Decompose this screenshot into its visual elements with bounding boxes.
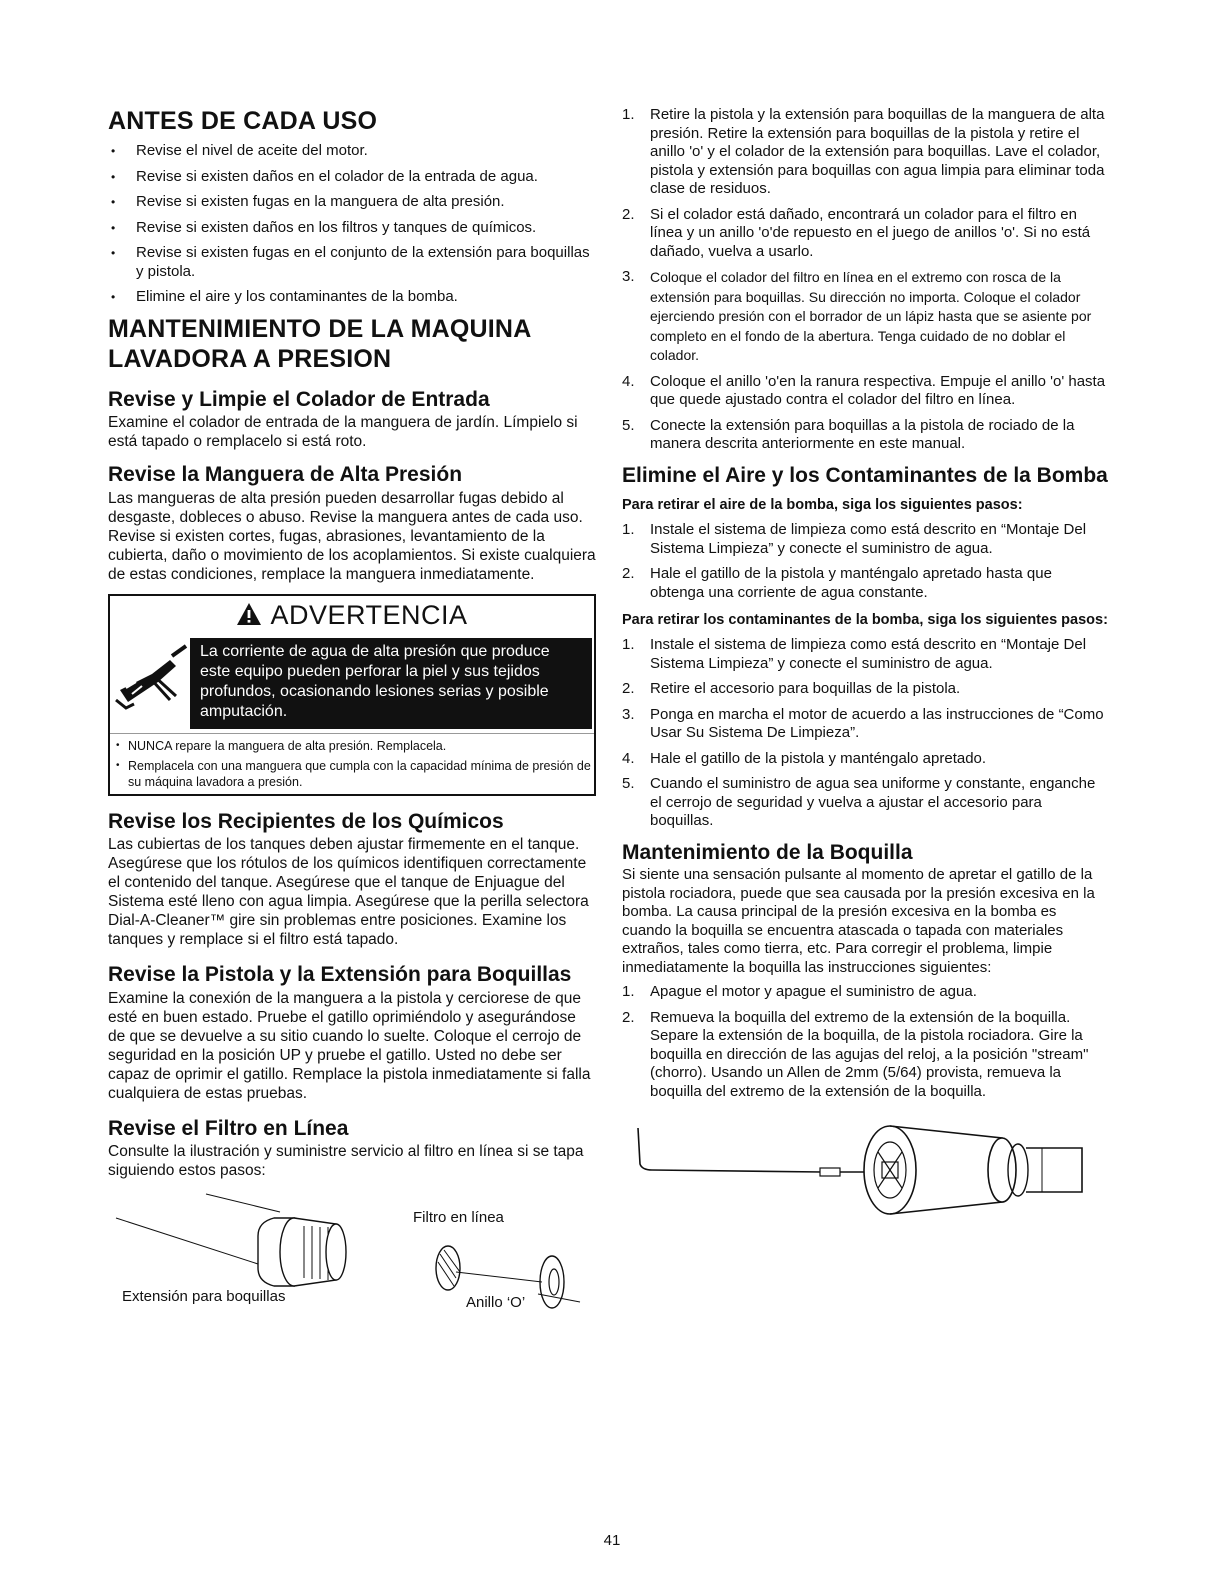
step-text: Retire el accesorio para boquillas de la pistola. xyxy=(650,680,961,698)
list-item xyxy=(622,983,1108,1002)
list-item xyxy=(622,706,1108,743)
step-number: 2. xyxy=(622,205,635,223)
filter-diagram xyxy=(108,1186,596,1336)
step-number: 3. xyxy=(622,268,635,285)
step-number: 5. xyxy=(622,416,635,434)
quimicos-text: Las cubiertas de los tanques deben ajustar firmemente en el tanque. Asegúrese que los rótulos de los químicos identifiquen correctamente el contenido del tanque. Asegúrese que el tanque de Enjuague del Sistema esté lleno con agua limpia. Asegúrese que la perilla selectora Dial-A-Cleaner™ gire sin problemas entre posiciones. Examine los tanques y remplace si el filtro está tapado. xyxy=(108,836,589,949)
step-text: Cuando el suministro de agua sea uniforme y constante, enganche el cerrojo de seguridad y vuelva a ajustar el accesorio para boquillas. xyxy=(650,775,1096,830)
list-item xyxy=(622,206,1108,262)
filtro-text: Consulte la ilustración y suministre servicio al filtro en línea si se tapa siguiendo estos pasos: xyxy=(108,1143,584,1180)
step-text: Hale el gatillo de la pistola y manténgalo apretado hasta que obtenga una corriente de agua constante. xyxy=(650,565,1052,601)
step-text: Ponga en marcha el motor de acuerdo a las instrucciones de “Como Usar Su Sistema De Limpieza”. xyxy=(650,705,1104,742)
antes-title: ANTES DE CADA USO xyxy=(108,107,378,135)
list-item xyxy=(622,565,1108,602)
list-item xyxy=(622,636,1108,673)
list-item: • Elimine el aire y los contaminantes de la bomba. xyxy=(108,288,596,307)
step-number: 2. xyxy=(622,565,635,583)
step-number: 1. xyxy=(622,521,635,539)
boquilla-text: Si siente una sensación pulsante al momento de apretar el gatillo de la pistola rociadora, puede que sea causada por la presión excesiva en la bomba. La causa principal de la presión excesiva en la bomba es cuando la boquilla se encuentra atascada o tapada con materiales extraños, tales como tierra, etc. Para corregir el problema, limpie inmediatamente la boquilla las instrucciones siguientes: xyxy=(622,866,1095,976)
step-text: Si el colador está dañado, encontrará un colador para el filtro en línea y un anillo 'o'de repuesto en el juego de anillos 'o'. Si no está dañado, vuelva a usarlo. xyxy=(650,205,1091,260)
colador-title: Revise y Limpie el Colador de Entrada xyxy=(108,387,490,411)
list-item xyxy=(622,750,1108,769)
right-column xyxy=(622,106,1108,1220)
manguera-text: Las mangueras de alta presión pueden desarrollar fugas debido al desgaste, dobleces o abuso. Revise la manguera antes de cada uso. Revise si existen cortes, fugas, abrasiones, levantamiento de la cubierta, daño o movimiento de los acoplamientos. Si existe cualquiera de estas condiciones, remplace la manguera inmediatamente. xyxy=(108,489,596,583)
step-number: 5. xyxy=(622,775,635,793)
label-anillo: Anillo ‘O’ xyxy=(466,1294,526,1312)
list-item: • Remplacela con una manguera que cumpla con la capacidad mínima de presión de su máquina lavadora a presión. xyxy=(110,758,594,790)
warning-triangle-icon xyxy=(236,600,262,634)
list-item: • Revise si existen fugas en el conjunto de la extensión para boquillas y pistola. xyxy=(108,244,596,281)
list-item xyxy=(622,1009,1108,1102)
warning-list xyxy=(110,733,594,790)
step-text: Coloque el anillo 'o'en la ranura respectiva. Empuje el anillo 'o' hasta que quede ajustado contra el colador del filtro en línea. xyxy=(650,372,1106,408)
manguera-title: Revise la Manguera de Alta Presión xyxy=(108,463,463,487)
page-number: 41 xyxy=(603,1532,621,1549)
warning-body xyxy=(112,638,592,729)
list-item: • NUNCA repare la manguera de alta presión. Remplacela. xyxy=(110,738,594,754)
list-item xyxy=(622,417,1108,454)
quimicos-title: Revise los Recipientes de los Químicos xyxy=(108,809,504,833)
aire-subtitle-2: Para retirar los contaminantes de la bomba, siga los siguientes pasos: xyxy=(622,612,1108,629)
step-number: 1. xyxy=(622,636,635,654)
list-item xyxy=(622,106,1108,199)
list-item xyxy=(622,373,1108,410)
step-number: 4. xyxy=(622,749,635,767)
warning-box xyxy=(108,594,596,796)
warning-header xyxy=(110,598,594,634)
step-text: Retire la pistola y la extensión para boquillas de la manguera de alta presión. Retire la extensión para boquillas de la pistola y retire el anillo 'o' y el colador de la extensión para boquillas. Lave el colador, pistola y extensión para boquillas con agua limpia para eliminar toda clase de residuos. xyxy=(650,106,1105,197)
list-item: • Revise el nivel de aceite del motor. xyxy=(108,142,596,161)
step-number: 3. xyxy=(622,705,635,723)
aire-subtitle-1: Para retirar el aire de la bomba, siga los siguientes pasos: xyxy=(622,497,1023,514)
nozzle-diagram xyxy=(622,1108,1108,1220)
warning-black-text: La corriente de agua de alta presión que produce este equipo pueden perforar la piel y sus tejidos profundos, ocasionando lesiones serias y posible amputación. xyxy=(190,638,592,729)
step-text: Coloque el colador del filtro en línea en el extremo con rosca de la extensión para boquillas. Su dirección no importa. Coloque el colador ejerciendo presión con el borrador de un lápiz hasta que se asiente por completo en el fondo de la abertura. Tenga cuidado de no doblar el colador. xyxy=(650,269,1092,363)
list-item xyxy=(622,680,1108,699)
step-number: 4. xyxy=(622,372,635,390)
label-filtro: Filtro en línea xyxy=(413,1209,504,1227)
step-number: 1. xyxy=(622,106,635,123)
list-item: • Revise si existen fugas en la manguera de alta presión. xyxy=(108,193,596,212)
warning-title: ADVERTENCIA xyxy=(270,599,468,630)
pistola-title: Revise la Pistola y la Extensión para Boquillas xyxy=(108,963,572,987)
antes-list xyxy=(108,142,596,307)
left-column xyxy=(108,96,596,1336)
aire-title: Elimine el Aire y los Contaminantes de la Bomba xyxy=(622,463,1108,487)
list-item: • Revise si existen daños en el colador de la entrada de agua. xyxy=(108,168,596,187)
injection-hazard-icon xyxy=(112,638,190,729)
contaminantes-steps xyxy=(622,636,1108,831)
step-text: Remueva la boquilla del extremo de la extensión de la boquilla. Separe la extensión de la boquilla, de la pistola rociadora. Gire la boquilla en dirección de las agujas del reloj, a la posición "stream" (chorro). Usando un Allen de 2mm (5/64) provista, remueva la boquilla del extremo de la extensión de la boquilla. xyxy=(650,1008,1089,1100)
colador-text: Examine el colador de entrada de la manguera de jardín. Límpielo si está tapado o remplacelo si está roto. xyxy=(108,414,578,451)
step-text: Instale el sistema de limpieza como está descrito en “Montaje Del Sistema Limpieza” y conecte el suministro de agua. xyxy=(650,521,1087,557)
boquilla-steps xyxy=(622,983,1108,1101)
list-item xyxy=(622,521,1108,558)
list-item xyxy=(622,268,1108,366)
step-text: Instale el sistema de limpieza como está descrito en “Montaje Del Sistema Limpieza” y conecte el suministro de agua. xyxy=(650,636,1087,672)
list-item xyxy=(622,775,1108,831)
mantenimiento-title: MANTENIMIENTO DE LA MAQUINA LAVADORA A PRESION xyxy=(108,314,531,373)
filtro-steps xyxy=(622,106,1108,454)
boquilla-title: Mantenimiento de la Boquilla xyxy=(622,840,913,864)
label-extension: Extensión para boquillas xyxy=(122,1288,286,1306)
filtro-title: Revise el Filtro en Línea xyxy=(108,1116,349,1140)
step-text: Conecte la extensión para boquillas a la pistola de rociado de la manera descrita anteriormente en este manual. xyxy=(650,416,1075,452)
list-item: • Revise si existen daños en los filtros y tanques de químicos. xyxy=(108,219,596,238)
step-text: Hale el gatillo de la pistola y manténgalo apretado. xyxy=(650,749,987,767)
step-number: 1. xyxy=(622,983,635,1001)
pistola-text: Examine la conexión de la manguera a la pistola y cerciorese de que esté en buen estado. Pruebe el gatillo oprimiéndolo y asegurándose de que se devuelve a su sitio cuando lo suelte. Coloque el cerrojo de seguridad en la posición UP y pruebe el gatillo. Usted no debe ser capaz de oprimir el gatillo. Remplace la pistola inmediatamente si falla cualquiera de estas pruebas. xyxy=(108,989,591,1102)
step-number: 2. xyxy=(622,1008,635,1026)
aire-steps xyxy=(622,521,1108,602)
step-text: Apague el motor y apague el suministro de agua. xyxy=(650,983,977,1001)
step-number: 2. xyxy=(622,680,635,698)
